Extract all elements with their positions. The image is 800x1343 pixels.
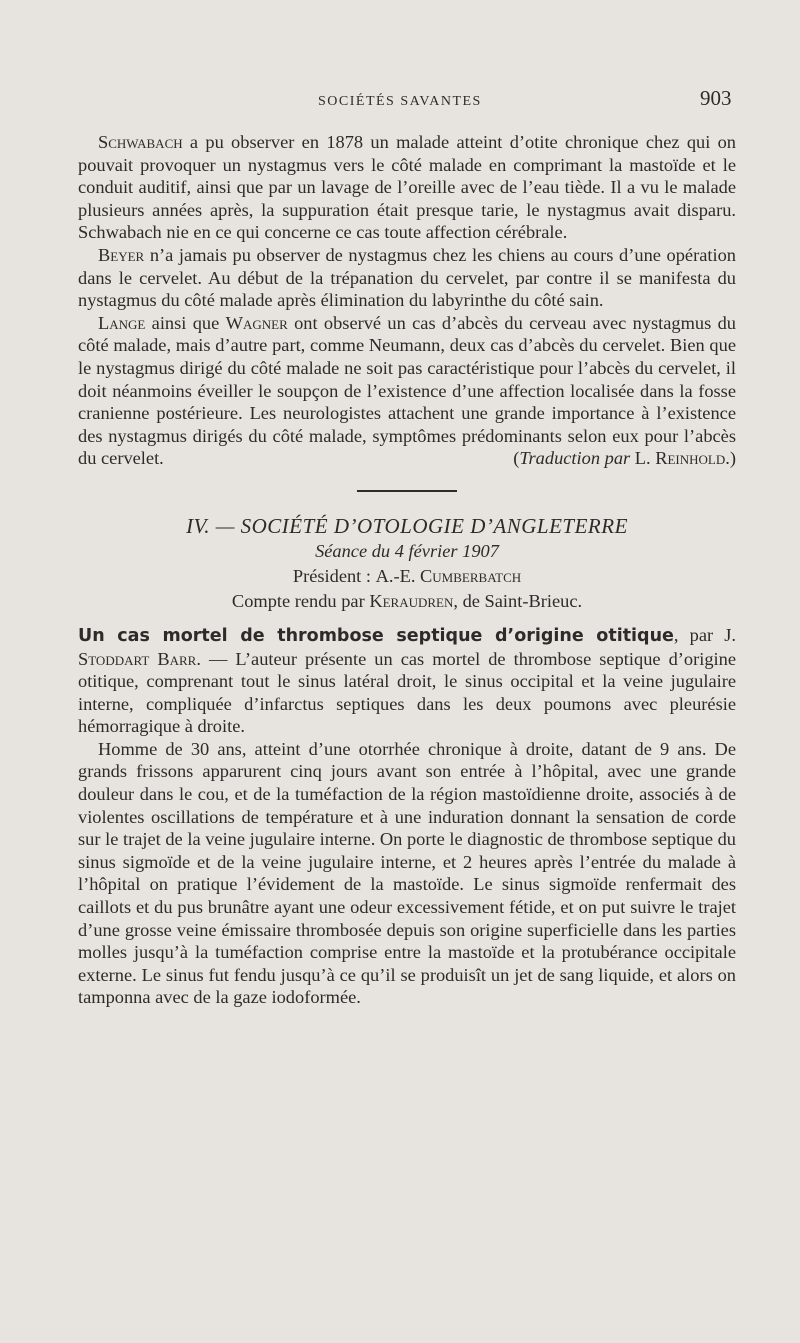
translator-name: L. Reinhold (634, 448, 726, 469)
paragraph-text: a pu observer en 1878 un malade atteint d’otite chronique chez qui on pouvait provoquer un nystagmus vers le côté malade en comprimant la mastoïde et le conduit auditif, ainsi que par un lavage de l’oreille avec de l’eau tiède. Il a vu le malade plusieurs années après, la suppuration était presque tarie, le nystagmus avait disparu. Schwabach nie en ce qui concerne ce cas toute affection cérébrale. (78, 132, 736, 243)
article-author: J. Stoddart Barr (78, 624, 736, 669)
section-title: IV. — SOCIÉTÉ D’OTOLOGIE D’ANGLETERRE (186, 513, 628, 538)
report-prefix: Compte rendu par (231, 590, 370, 611)
report-author: Keraudren (369, 590, 454, 611)
translation-credit: (Traduction par L. Reinhold.) (513, 448, 736, 469)
body-text (78, 131, 736, 1009)
connector-text: ainsi que (145, 312, 226, 333)
president-name: A.-E. Cumberbatch (375, 565, 522, 586)
paragraph-text: n’a jamais pu observer de nystagmus chez les chiens au cours d’une opération dans le cervelet. Au début de la trépanation du cervelet, par contre il se manifesta du nystagmus du côté malade après élimination du labyrinthe du côté sain. (78, 244, 736, 311)
author-name: Schwabach (98, 132, 183, 152)
author-name: Beyer (98, 244, 145, 265)
author-name: Wagner (225, 312, 288, 333)
article-case: Homme de 30 ans, atteint d’une otorrhée chronique à droite, datant de 9 ans. De grands frissons apparurent cinq jours avant son entrée à l’hôpital, avec une grande douleur dans le cou, et de la tuméfaction de la région mastoïdienne droite, associés à de violentes oscillations de température et à une induration donnant la sensation de corde sur le trajet de la veine jugulaire interne. On porte le diagnostic de thrombose septique du sinus sigmoïde et de la veine jugulaire interne, et 2 heures après l’entrée du malade à l’hôpital on pratique l’évidement de la mastoïde. Le sinus sigmoïde renfermait des caillots et du pus brunâtre ayant une odeur excessivement fétide, et on put suivre le trajet d’une grosse veine émissaire thrombosée depuis son origine superficielle dans les parties molles jusqu’à la tuméfaction comprise entre la mastoïde et la protubérance occipitale externe. Le sinus fut fendu jusqu’à ce qu’il se produisît un jet de sang liquide, et alors on tamponna avec de la gaze iodoformée. (78, 738, 736, 1008)
report-suffix: , de Saint-Brieuc. (453, 590, 583, 611)
article-intro (78, 624, 736, 738)
president-line (78, 564, 736, 589)
president-label: Président : (292, 565, 376, 586)
report-line (78, 589, 736, 614)
paragraph-beyer (78, 244, 736, 312)
page-number: 903 (700, 86, 732, 110)
page-header (0, 86, 800, 116)
section-divider (357, 490, 457, 492)
running-head: SOCIÉTÉS SAVANTES (318, 94, 482, 109)
paragraph-text: ont observé un cas d’abcès du cerveau avec nystagmus du côté malade, mais d’autre part, comme Neumann, deux cas d’abcès du cervelet. Bien que le nystagmus dirigé du côté malade ne soit pas caractéristique pour l’abcès du cervelet, il doit néanmoins éveiller le soupçon de l’existence d’une affection localisée dans la fosse cranienne postérieure. Les neurologistes attachent une grande importance à l’existence des nystagmus dirigés du côté malade, symptômes prédominants selon eux pour l’abcès du cervelet. (78, 312, 736, 469)
paragraph-schwabach (78, 131, 736, 244)
article-title: Un cas mortel de thrombose septique d’origine otitique (78, 625, 674, 646)
article-intro-text: . — L’auteur présente un cas mortel de thrombose septique d’origine otitique, comprenant tout le sinus latéral droit, le sinus occipital et la veine jugulaire interne, compliquée d’infarctus septiques dans les deux poumons avec pleurésie hémorragique à droite. (78, 648, 736, 737)
translation-prefix: Traduction par (519, 448, 631, 469)
session-date: Séance du 4 février 1907 (315, 540, 499, 561)
article (78, 624, 736, 1009)
paragraph-lange-wagner (78, 312, 736, 470)
section-heading (78, 514, 736, 614)
author-name: Lange (98, 312, 146, 333)
article-by: , par (673, 624, 725, 645)
